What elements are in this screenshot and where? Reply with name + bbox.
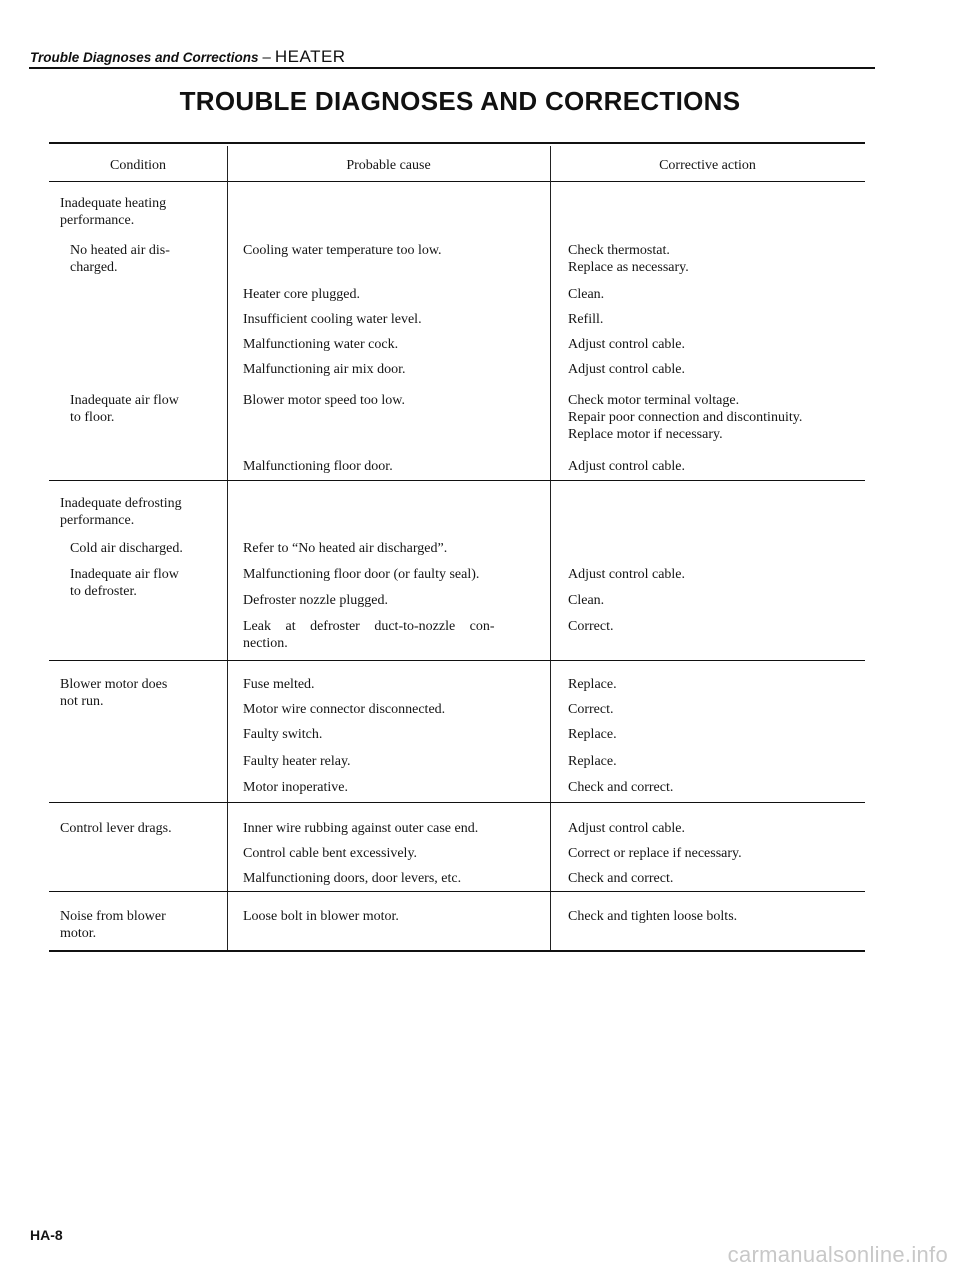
cause-text: Insufficient cooling water level. bbox=[243, 312, 422, 327]
action-text: Correct. bbox=[568, 619, 614, 634]
action-text: Replace. bbox=[568, 677, 617, 692]
cause-text: Fuse melted. bbox=[243, 677, 315, 692]
sub-condition-text: to defroster. bbox=[70, 584, 137, 599]
condition-text: Inadequate defrosting bbox=[60, 496, 182, 511]
row-divider bbox=[49, 660, 865, 661]
cause-text: Malfunctioning water cock. bbox=[243, 337, 399, 352]
row-divider bbox=[49, 950, 865, 952]
header-rule bbox=[29, 67, 875, 69]
page-title: TROUBLE DIAGNOSES AND CORRECTIONS bbox=[179, 86, 741, 116]
cause-text: Malfunctioning floor door. bbox=[243, 459, 393, 474]
cause-text: Malfunctioning floor door (or faulty seal). bbox=[243, 567, 480, 582]
cause-text: Cooling water temperature too low. bbox=[243, 243, 442, 258]
action-text: Clean. bbox=[568, 593, 605, 608]
column-header-condition: Condition bbox=[109, 158, 166, 173]
action-text: Repair poor connection and discontinuity. bbox=[568, 410, 803, 425]
condition-text: motor. bbox=[60, 926, 97, 941]
action-text: Adjust control cable. bbox=[568, 567, 686, 582]
row-divider bbox=[49, 802, 865, 803]
column-header-cause: Probable cause bbox=[346, 158, 431, 173]
cause-text: Faulty heater relay. bbox=[243, 754, 351, 769]
cause-text: nection. bbox=[243, 636, 288, 651]
table-header bbox=[49, 142, 865, 182]
sub-condition-text: Inadequate air flow bbox=[70, 393, 179, 408]
action-text: Clean. bbox=[568, 287, 605, 302]
action-text: Refill. bbox=[568, 312, 604, 327]
action-text: Check thermostat. bbox=[568, 243, 670, 258]
cause-text: Faulty switch. bbox=[243, 727, 323, 742]
action-text: Check motor terminal voltage. bbox=[568, 393, 740, 408]
row-divider bbox=[49, 480, 865, 481]
condition-text: Inadequate heating bbox=[60, 196, 167, 211]
cause-text: Motor inoperative. bbox=[243, 780, 348, 795]
sub-condition-text: to floor. bbox=[70, 410, 115, 425]
condition-text: performance. bbox=[60, 513, 135, 528]
action-text: Check and correct. bbox=[568, 871, 674, 886]
cause-text: Blower motor speed too low. bbox=[243, 393, 406, 408]
sub-condition-text: Inadequate air flow bbox=[70, 567, 179, 582]
action-text: Adjust control cable. bbox=[568, 337, 686, 352]
condition-text: Control lever drags. bbox=[60, 821, 172, 836]
action-text: Adjust control cable. bbox=[568, 821, 686, 836]
action-text: Correct or replace if necessary. bbox=[568, 846, 742, 861]
condition-text: Blower motor does bbox=[60, 677, 168, 692]
condition-text: not run. bbox=[60, 694, 104, 709]
sub-condition-text: charged. bbox=[70, 260, 118, 275]
condition-text: performance. bbox=[60, 213, 135, 228]
watermark: carmanualsonline.info bbox=[727, 1242, 948, 1267]
action-text: Adjust control cable. bbox=[568, 459, 686, 474]
cause-text: Leak at defroster duct-to-nozzle con- bbox=[243, 619, 495, 634]
page-number: HA-8 bbox=[30, 1227, 63, 1243]
action-text: Check and correct. bbox=[568, 780, 674, 795]
cause-text: Heater core plugged. bbox=[243, 287, 360, 302]
sub-condition-text: No heated air dis- bbox=[70, 243, 170, 258]
header-section: Trouble Diagnoses and Corrections bbox=[30, 50, 259, 65]
column-header-action: Corrective action bbox=[659, 158, 756, 173]
cause-text: Malfunctioning doors, door levers, etc. bbox=[243, 871, 462, 886]
cause-text: Malfunctioning air mix door. bbox=[243, 362, 406, 377]
column-divider bbox=[550, 146, 551, 950]
action-text: Replace as necessary. bbox=[568, 260, 689, 275]
action-text: Replace. bbox=[568, 754, 617, 769]
cause-text: Defroster nozzle plugged. bbox=[243, 593, 388, 608]
cause-text: Control cable bent excessively. bbox=[243, 846, 418, 861]
header-dash: – bbox=[262, 49, 271, 66]
action-text: Correct. bbox=[568, 702, 614, 717]
sub-condition-text: Cold air discharged. bbox=[70, 541, 183, 556]
cause-text: Refer to “No heated air discharged”. bbox=[243, 541, 448, 556]
action-text: Check and tighten loose bolts. bbox=[568, 909, 738, 924]
header-topic: HEATER bbox=[274, 47, 346, 66]
cause-text: Inner wire rubbing against outer case end. bbox=[243, 821, 479, 836]
condition-text: Noise from blower bbox=[60, 909, 166, 924]
cause-text: Loose bolt in blower motor. bbox=[243, 909, 399, 924]
row-divider bbox=[49, 891, 865, 892]
column-divider bbox=[227, 146, 228, 950]
running-header bbox=[30, 47, 346, 67]
action-text: Adjust control cable. bbox=[568, 362, 686, 377]
action-text: Replace motor if necessary. bbox=[568, 427, 723, 442]
action-text: Replace. bbox=[568, 727, 617, 742]
cause-text: Motor wire connector disconnected. bbox=[243, 702, 446, 717]
